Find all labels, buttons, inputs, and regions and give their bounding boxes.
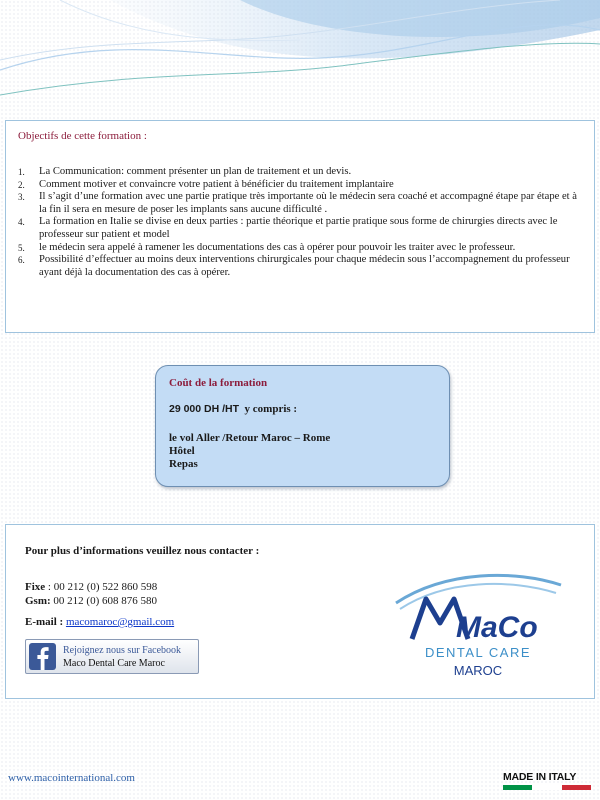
cost-price xyxy=(169,403,297,415)
objective-number: 3. xyxy=(18,192,25,203)
objective-number: 1. xyxy=(18,167,25,177)
italy-flag-stripe xyxy=(503,785,591,790)
objective-item xyxy=(18,179,583,192)
objectives-box xyxy=(5,120,595,333)
fixe-value: : 00 212 (0) 522 860 598 xyxy=(47,581,158,593)
facebook-join-text: Rejoignez nous sur Facebook xyxy=(63,645,182,656)
email-label: E-mail : xyxy=(25,616,64,628)
objective-number: 6. xyxy=(18,255,25,266)
gsm-label: Gsm: xyxy=(25,594,51,607)
logo-dental-care: DENTAL CARE xyxy=(424,645,532,660)
fixe-line xyxy=(25,581,157,595)
include-flight: le vol Aller /Retour Maroc – Rome xyxy=(169,432,331,444)
phone-numbers xyxy=(25,581,157,608)
header-waves xyxy=(0,0,600,120)
objective-text: La formation en Italie se divise en deux parties : partie théorique et partie pratique sous forme de chirurgies directs avec le professeur sur patient et model xyxy=(39,216,558,240)
website-link[interactable]: www.macointernational.com xyxy=(8,772,135,784)
price-suffix: y compris : xyxy=(244,403,298,415)
made-in-italy-badge xyxy=(503,771,591,790)
logo-brand: MaCo xyxy=(456,611,538,644)
objectives-list xyxy=(18,166,583,279)
objective-item xyxy=(18,166,583,179)
contact-box xyxy=(5,524,595,699)
made-in-italy-text: MADE IN ITALY xyxy=(503,771,577,783)
fixe-label: Fixe xyxy=(25,581,46,593)
cost-box xyxy=(155,365,450,487)
cost-title: Coût de la formation xyxy=(169,377,268,389)
maco-logo xyxy=(386,565,571,685)
objective-text: Il s’agit d’une formation avec une partie pratique très importante où le médecin sera coaché et accompagné étape par étape et à la fin il sera en mesure de poser les implants sans aucune difficulté . xyxy=(39,191,577,215)
objective-number: 5. xyxy=(18,242,25,253)
facebook-icon xyxy=(29,643,56,670)
objective-text: La Communication: comment présenter un plan de traitement et un devis. xyxy=(39,166,352,177)
objective-number: 2. xyxy=(18,179,25,190)
email-link[interactable]: macomaroc@gmail.com xyxy=(65,616,175,628)
objective-item xyxy=(18,191,583,216)
include-meals: Repas xyxy=(169,458,198,470)
objective-item xyxy=(18,216,583,241)
objective-number: 4. xyxy=(18,217,25,228)
email-line xyxy=(25,616,174,628)
objective-item xyxy=(18,254,583,279)
facebook-page-name: Maco Dental Care Maroc xyxy=(63,658,165,669)
gsm-value: 00 212 (0) 608 876 580 xyxy=(53,594,157,607)
objective-item xyxy=(18,242,583,255)
price-amount: 29 000 DH /HT xyxy=(169,403,240,415)
cost-includes xyxy=(169,432,330,471)
facebook-button[interactable] xyxy=(25,639,199,674)
objective-text: le médecin sera appelé à ramener les documentations des cas à opérer pour pouvoir les traiter avec le professeur. xyxy=(39,241,516,253)
contact-heading: Pour plus d’informations veuillez nous contacter : xyxy=(25,545,260,557)
include-hotel: Hôtel xyxy=(169,445,195,457)
objectives-title: Objectifs de cette formation : xyxy=(18,130,147,142)
objective-text: Comment motiver et convaincre votre patient à bénéficier du traitement implantaire xyxy=(39,178,394,190)
logo-maroc: MAROC xyxy=(453,663,503,678)
objective-text: Possibilité d’effectuer au moins deux interventions chirurgicales pour chaque médecin sous l’accompagnement du professeur ayant déjà la documentation des cas à opérer. xyxy=(39,254,570,278)
gsm-line xyxy=(25,595,157,609)
